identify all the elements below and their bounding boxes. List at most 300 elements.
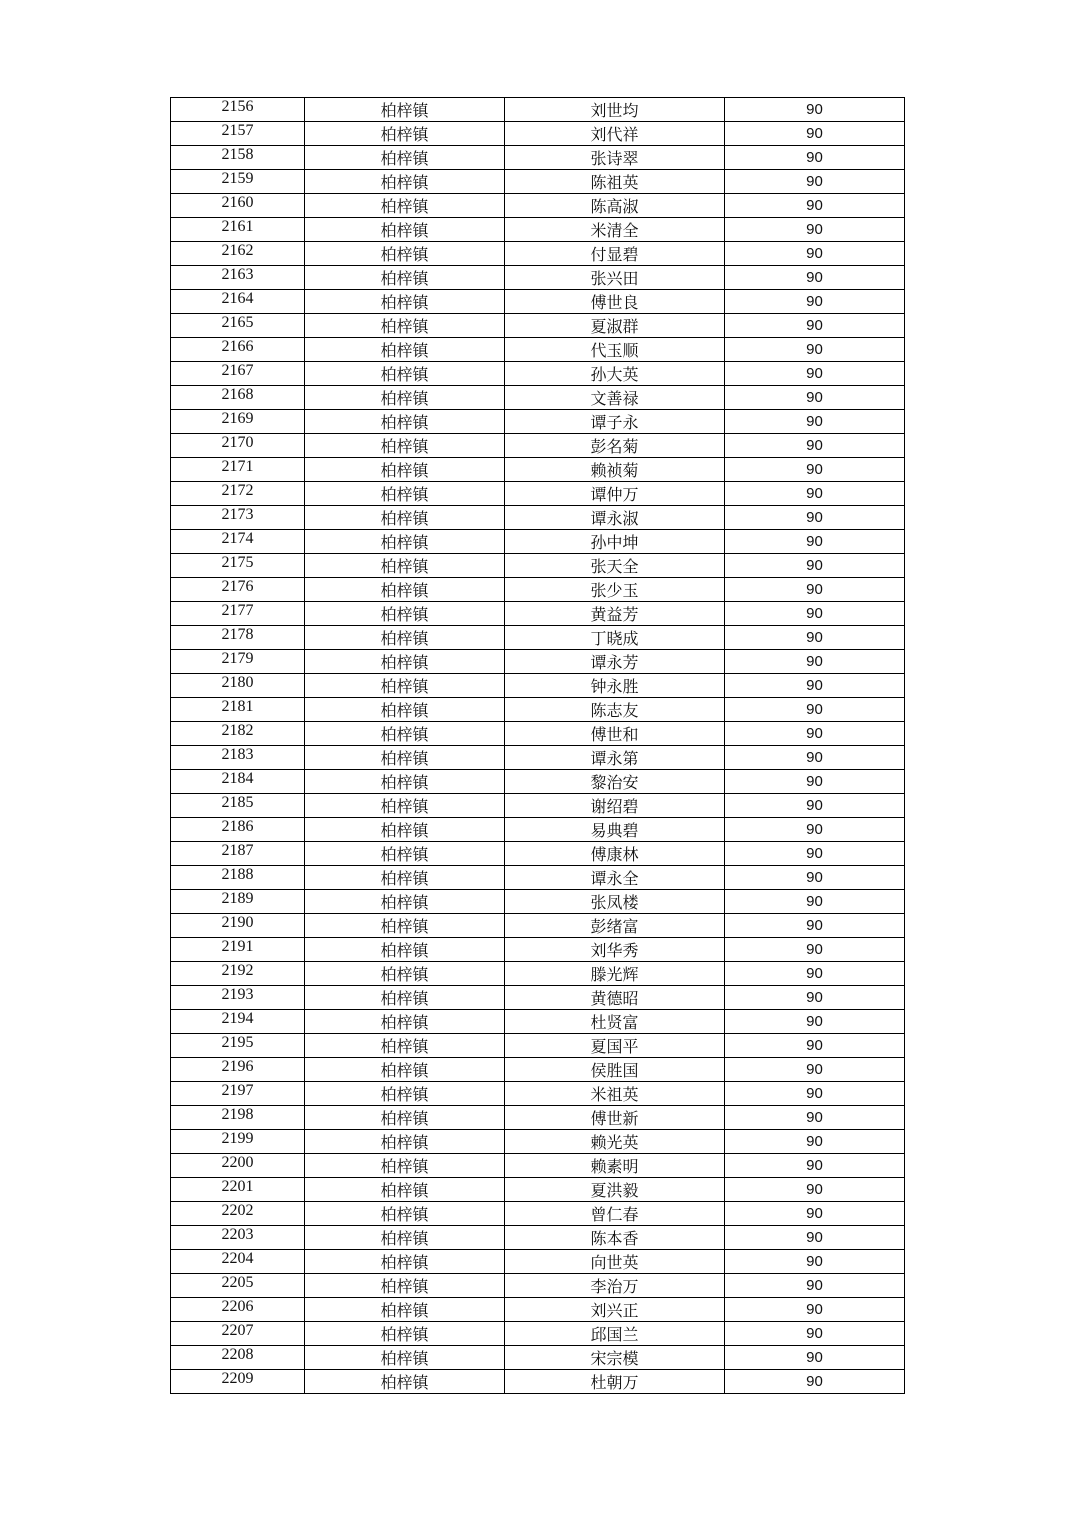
township-cell [305, 290, 505, 314]
amount: 90 [806, 628, 823, 646]
amount-cell [725, 1058, 905, 1082]
person-name: 米祖英 [590, 1086, 639, 1104]
township: 柏梓镇 [380, 1206, 429, 1224]
township-cell [305, 1106, 505, 1130]
row-number: 2205 [221, 1273, 254, 1291]
row-number-cell [171, 362, 305, 386]
row-number: 2189 [221, 889, 254, 907]
person-name-cell [505, 362, 725, 386]
township-cell [305, 674, 505, 698]
row-number-cell [171, 458, 305, 482]
township-cell [305, 650, 505, 674]
row-number: 2177 [221, 601, 254, 619]
amount: 90 [806, 652, 823, 670]
township-cell [305, 554, 505, 578]
amount-cell [725, 650, 905, 674]
person-name-cell [505, 794, 725, 818]
row-number-cell [171, 98, 305, 122]
person-name: 陈祖英 [590, 174, 639, 192]
person-name-cell [505, 818, 725, 842]
township: 柏梓镇 [380, 558, 429, 576]
person-name: 张少玉 [590, 582, 639, 600]
township-cell [305, 698, 505, 722]
person-name: 赖祯菊 [590, 462, 639, 480]
row-number-cell [171, 842, 305, 866]
amount: 90 [806, 580, 823, 598]
amount-cell [725, 1154, 905, 1178]
person-name: 谢绍碧 [590, 798, 639, 816]
person-name-cell [505, 602, 725, 626]
person-name-cell [505, 890, 725, 914]
township: 柏梓镇 [380, 1038, 429, 1056]
township: 柏梓镇 [380, 1254, 429, 1272]
person-name-cell [505, 986, 725, 1010]
table-row [171, 746, 905, 770]
township-cell [305, 218, 505, 242]
amount-cell [725, 1346, 905, 1370]
township: 柏梓镇 [380, 222, 429, 240]
township-cell [305, 914, 505, 938]
row-number-cell [171, 698, 305, 722]
table-row [171, 578, 905, 602]
person-name-cell [505, 1106, 725, 1130]
person-name: 刘兴正 [590, 1302, 639, 1320]
row-number-cell [171, 1154, 305, 1178]
amount-cell [725, 698, 905, 722]
row-number: 2195 [221, 1033, 254, 1051]
township: 柏梓镇 [380, 1278, 429, 1296]
amount: 90 [806, 916, 823, 934]
person-name: 付显碧 [590, 246, 639, 264]
row-number-cell [171, 770, 305, 794]
person-name: 夏国平 [590, 1038, 639, 1056]
township-cell [305, 1274, 505, 1298]
township: 柏梓镇 [380, 1110, 429, 1128]
amount: 90 [806, 364, 823, 382]
township: 柏梓镇 [380, 702, 429, 720]
row-number: 2165 [221, 313, 254, 331]
amount: 90 [806, 1252, 823, 1270]
row-number-cell [171, 794, 305, 818]
person-name-cell [505, 1130, 725, 1154]
row-number: 2168 [221, 385, 254, 403]
amount-cell [725, 1226, 905, 1250]
amount: 90 [806, 844, 823, 862]
amount: 90 [806, 436, 823, 454]
amount: 90 [806, 1132, 823, 1150]
table-row [171, 842, 905, 866]
person-name-cell [505, 1058, 725, 1082]
township: 柏梓镇 [380, 822, 429, 840]
amount-cell [725, 770, 905, 794]
row-number: 2181 [221, 697, 254, 715]
row-number-cell [171, 602, 305, 626]
row-number: 2202 [221, 1201, 254, 1219]
amount-cell [725, 722, 905, 746]
township-cell [305, 938, 505, 962]
table-row [171, 890, 905, 914]
person-name-cell [505, 1346, 725, 1370]
person-name-cell [505, 1010, 725, 1034]
township-cell [305, 1058, 505, 1082]
township: 柏梓镇 [380, 798, 429, 816]
row-number: 2185 [221, 793, 254, 811]
row-number-cell [171, 914, 305, 938]
person-name: 谭永全 [590, 870, 639, 888]
row-number-cell [171, 434, 305, 458]
table-row [171, 1274, 905, 1298]
township: 柏梓镇 [380, 270, 429, 288]
table-row [171, 290, 905, 314]
person-name: 谭永淑 [590, 510, 639, 528]
township-cell [305, 1130, 505, 1154]
amount: 90 [806, 244, 823, 262]
amount-cell [725, 1274, 905, 1298]
table-row [171, 866, 905, 890]
row-number: 2183 [221, 745, 254, 763]
township-cell [305, 986, 505, 1010]
row-number-cell [171, 866, 305, 890]
row-number-cell [171, 1202, 305, 1226]
row-number: 2196 [221, 1057, 254, 1075]
amount-cell [725, 866, 905, 890]
person-name-cell [505, 146, 725, 170]
table-row [171, 818, 905, 842]
table-row [171, 338, 905, 362]
amount-cell [725, 170, 905, 194]
person-name-cell [505, 866, 725, 890]
person-name: 侯胜国 [590, 1062, 639, 1080]
person-name: 刘世均 [590, 102, 639, 120]
row-number: 2182 [221, 721, 254, 739]
table-row [171, 1298, 905, 1322]
row-number-cell [171, 1298, 305, 1322]
township: 柏梓镇 [380, 1350, 429, 1368]
township: 柏梓镇 [380, 462, 429, 480]
row-number-cell [171, 1082, 305, 1106]
row-number: 2159 [221, 169, 254, 187]
amount-cell [725, 626, 905, 650]
amount-cell [725, 1082, 905, 1106]
amount-cell [725, 914, 905, 938]
township-cell [305, 242, 505, 266]
person-name: 谭永芳 [590, 654, 639, 672]
amount: 90 [806, 820, 823, 838]
township-cell [305, 1010, 505, 1034]
subsidy-list-table [170, 97, 905, 1394]
township-cell [305, 842, 505, 866]
person-name-cell [505, 674, 725, 698]
row-number: 2173 [221, 505, 254, 523]
township: 柏梓镇 [380, 870, 429, 888]
table-row [171, 1322, 905, 1346]
township: 柏梓镇 [380, 846, 429, 864]
person-name: 张天全 [590, 558, 639, 576]
person-name-cell [505, 1202, 725, 1226]
row-number: 2157 [221, 121, 254, 139]
person-name-cell [505, 386, 725, 410]
person-name-cell [505, 506, 725, 530]
township-cell [305, 1178, 505, 1202]
table-row [171, 506, 905, 530]
amount: 90 [806, 892, 823, 910]
person-name-cell [505, 242, 725, 266]
table-row [171, 266, 905, 290]
township: 柏梓镇 [380, 654, 429, 672]
township-cell [305, 122, 505, 146]
township: 柏梓镇 [380, 750, 429, 768]
row-number: 2188 [221, 865, 254, 883]
person-name-cell [505, 914, 725, 938]
amount: 90 [806, 484, 823, 502]
amount-cell [725, 530, 905, 554]
amount: 90 [806, 988, 823, 1006]
person-name: 向世英 [590, 1254, 639, 1272]
row-number: 2203 [221, 1225, 254, 1243]
person-name-cell [505, 1322, 725, 1346]
row-number-cell [171, 1010, 305, 1034]
amount: 90 [806, 1300, 823, 1318]
amount: 90 [806, 292, 823, 310]
amount: 90 [806, 796, 823, 814]
person-name: 邱国兰 [590, 1326, 639, 1344]
row-number: 2170 [221, 433, 254, 451]
person-name: 陈本香 [590, 1230, 639, 1248]
township: 柏梓镇 [380, 1158, 429, 1176]
row-number-cell [171, 242, 305, 266]
person-name: 杜贤富 [590, 1014, 639, 1032]
table-row [171, 602, 905, 626]
amount-cell [725, 218, 905, 242]
township: 柏梓镇 [380, 918, 429, 936]
person-name: 刘代祥 [590, 126, 639, 144]
row-number-cell [171, 1250, 305, 1274]
row-number-cell [171, 722, 305, 746]
person-name: 张诗翠 [590, 150, 639, 168]
row-number-cell [171, 410, 305, 434]
table-row [171, 1226, 905, 1250]
table-row [171, 530, 905, 554]
row-number-cell [171, 626, 305, 650]
person-name: 李治万 [590, 1278, 639, 1296]
row-number: 2172 [221, 481, 254, 499]
table-row [171, 1178, 905, 1202]
amount: 90 [806, 724, 823, 742]
person-name-cell [505, 1370, 725, 1394]
row-number-cell [171, 1130, 305, 1154]
person-name-cell [505, 1034, 725, 1058]
township: 柏梓镇 [380, 126, 429, 144]
township: 柏梓镇 [380, 1062, 429, 1080]
person-name: 傅世良 [590, 294, 639, 312]
person-name-cell [505, 746, 725, 770]
amount-cell [725, 434, 905, 458]
row-number-cell [171, 986, 305, 1010]
amount-cell [725, 122, 905, 146]
table-row [171, 554, 905, 578]
row-number-cell [171, 122, 305, 146]
row-number: 2186 [221, 817, 254, 835]
person-name: 黄益芳 [590, 606, 639, 624]
row-number: 2164 [221, 289, 254, 307]
person-name: 赖素明 [590, 1158, 639, 1176]
township: 柏梓镇 [380, 1014, 429, 1032]
table-row [171, 698, 905, 722]
amount-cell [725, 314, 905, 338]
person-name-cell [505, 650, 725, 674]
row-number: 2162 [221, 241, 254, 259]
row-number: 2201 [221, 1177, 254, 1195]
person-name: 张兴田 [590, 270, 639, 288]
township: 柏梓镇 [380, 534, 429, 552]
row-number-cell [171, 266, 305, 290]
amount-cell [725, 1202, 905, 1226]
amount-cell [725, 746, 905, 770]
row-number-cell [171, 146, 305, 170]
amount: 90 [806, 1108, 823, 1126]
amount: 90 [806, 748, 823, 766]
table-row [171, 242, 905, 266]
person-name-cell [505, 626, 725, 650]
row-number-cell [171, 962, 305, 986]
person-name-cell [505, 314, 725, 338]
person-name-cell [505, 434, 725, 458]
township-cell [305, 1250, 505, 1274]
person-name: 孙大英 [590, 366, 639, 384]
township-cell [305, 170, 505, 194]
table-row [171, 458, 905, 482]
township: 柏梓镇 [380, 414, 429, 432]
person-name-cell [505, 338, 725, 362]
township: 柏梓镇 [380, 486, 429, 504]
row-number: 2161 [221, 217, 254, 235]
amount: 90 [806, 868, 823, 886]
amount-cell [725, 242, 905, 266]
row-number: 2167 [221, 361, 254, 379]
row-number: 2174 [221, 529, 254, 547]
amount: 90 [806, 1348, 823, 1366]
amount-cell [725, 1178, 905, 1202]
row-number-cell [171, 1034, 305, 1058]
row-number: 2179 [221, 649, 254, 667]
row-number-cell [171, 530, 305, 554]
amount-cell [725, 194, 905, 218]
amount-cell [725, 1322, 905, 1346]
person-name: 傅世新 [590, 1110, 639, 1128]
table-row [171, 650, 905, 674]
amount-cell [725, 818, 905, 842]
amount: 90 [806, 268, 823, 286]
amount-cell [725, 602, 905, 626]
table-row [171, 1202, 905, 1226]
amount: 90 [806, 388, 823, 406]
row-number-cell [171, 290, 305, 314]
row-number: 2178 [221, 625, 254, 643]
row-number-cell [171, 1178, 305, 1202]
person-name: 刘华秀 [590, 942, 639, 960]
township: 柏梓镇 [380, 438, 429, 456]
person-name: 滕光辉 [590, 966, 639, 984]
table-row [171, 314, 905, 338]
table-row [171, 1058, 905, 1082]
township: 柏梓镇 [380, 774, 429, 792]
amount-cell [725, 1298, 905, 1322]
person-name: 代玉顺 [590, 342, 639, 360]
table-row [171, 1250, 905, 1274]
township-cell [305, 1154, 505, 1178]
amount-cell [725, 842, 905, 866]
table-row [171, 194, 905, 218]
table-row [171, 938, 905, 962]
township: 柏梓镇 [380, 198, 429, 216]
amount: 90 [806, 532, 823, 550]
row-number: 2191 [221, 937, 254, 955]
table-row [171, 98, 905, 122]
row-number-cell [171, 938, 305, 962]
amount: 90 [806, 1372, 823, 1390]
person-name-cell [505, 482, 725, 506]
person-name: 张凤楼 [590, 894, 639, 912]
person-name: 陈志友 [590, 702, 639, 720]
amount: 90 [806, 964, 823, 982]
township: 柏梓镇 [380, 1086, 429, 1104]
township-cell [305, 866, 505, 890]
amount: 90 [806, 604, 823, 622]
amount-cell [725, 962, 905, 986]
township: 柏梓镇 [380, 630, 429, 648]
row-number: 2208 [221, 1345, 254, 1363]
person-name: 赖光英 [590, 1134, 639, 1152]
amount-cell [725, 98, 905, 122]
row-number-cell [171, 818, 305, 842]
township-cell [305, 578, 505, 602]
person-name: 傅康林 [590, 846, 639, 864]
township-cell [305, 362, 505, 386]
person-name-cell [505, 722, 725, 746]
person-name: 谭子永 [590, 414, 639, 432]
person-name-cell [505, 1298, 725, 1322]
table-row [171, 674, 905, 698]
row-number-cell [171, 746, 305, 770]
amount-cell [725, 338, 905, 362]
township-cell [305, 338, 505, 362]
table-row [171, 434, 905, 458]
row-number: 2209 [221, 1369, 254, 1387]
township-cell [305, 818, 505, 842]
township-cell [305, 602, 505, 626]
amount: 90 [806, 1060, 823, 1078]
township-cell [305, 458, 505, 482]
township: 柏梓镇 [380, 366, 429, 384]
township-cell [305, 1226, 505, 1250]
township: 柏梓镇 [380, 678, 429, 696]
township-cell [305, 98, 505, 122]
township-cell [305, 626, 505, 650]
amount-cell [725, 290, 905, 314]
person-name: 陈高淑 [590, 198, 639, 216]
table-row [171, 1346, 905, 1370]
amount-cell [725, 1370, 905, 1394]
person-name: 黎治安 [590, 774, 639, 792]
amount: 90 [806, 340, 823, 358]
township-cell [305, 770, 505, 794]
amount-cell [725, 578, 905, 602]
amount: 90 [806, 124, 823, 142]
township-cell [305, 746, 505, 770]
row-number-cell [171, 890, 305, 914]
amount: 90 [806, 316, 823, 334]
township: 柏梓镇 [380, 1134, 429, 1152]
